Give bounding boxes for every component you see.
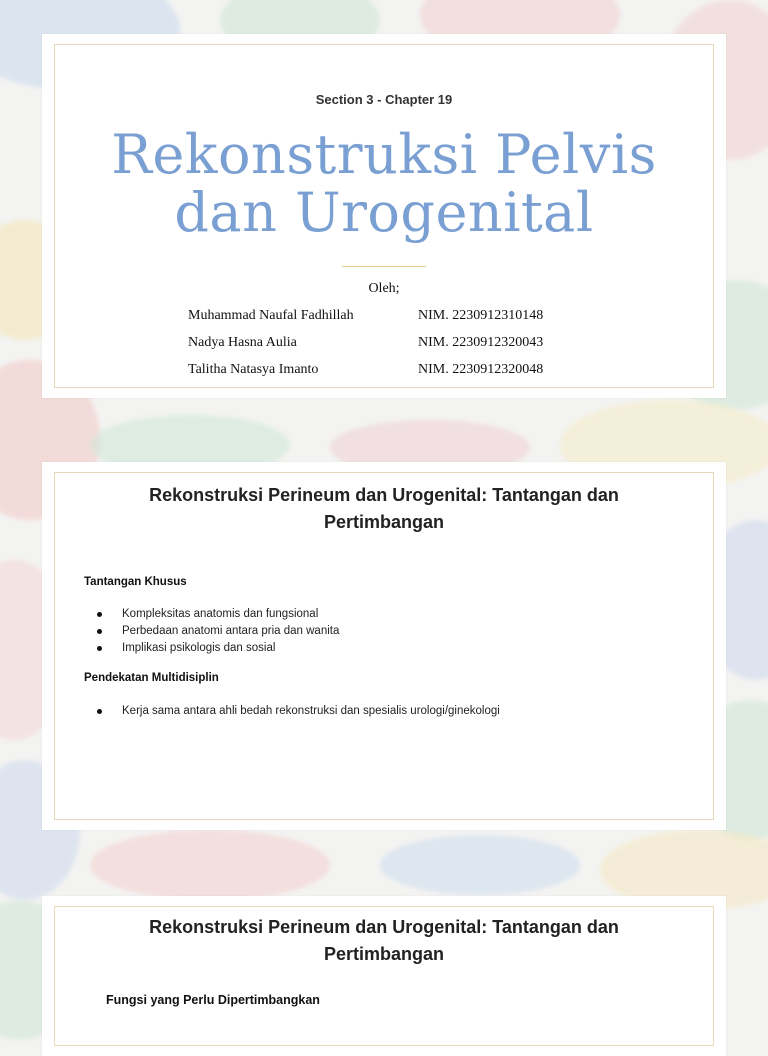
list-item: [94, 623, 339, 640]
slide-heading: [102, 482, 666, 536]
bullet-list: [94, 606, 339, 657]
list-item-text: Perbedaan anatomi antara pria dan wanita: [122, 625, 340, 637]
bullet-icon: [97, 646, 102, 651]
list-item: [94, 640, 339, 657]
author-nim: NIM. 2230912320043: [418, 335, 544, 350]
list-item-text: Kerja sama antara ahli bedah rekonstruksi dan spesialis urologi/ginekologi: [122, 705, 500, 717]
content-slide: [42, 896, 726, 1056]
author-name: Muhammad Naufal Fadhillah: [188, 308, 354, 323]
author-name: Nadya Hasna Aulia: [188, 335, 297, 350]
heading-line-2: Pertimbangan: [323, 512, 445, 532]
author-nim: NIM. 2230912320048: [418, 362, 544, 377]
author-row: [188, 308, 618, 328]
list-item-text: Implikasi psikologis dan sosial: [122, 642, 276, 654]
title-line-1: Rekonstruksi Pelvis: [111, 123, 657, 186]
section-label: Section 3 - Chapter 19: [315, 92, 453, 107]
bullet-list: [94, 703, 500, 720]
heading-line-1: Rekonstruksi Perineum dan Urogenital: Tantangan dan: [149, 485, 619, 505]
subheading-tantangan: Tantangan Khusus: [84, 576, 187, 588]
author-name: Talitha Natasya Imanto: [188, 362, 319, 377]
bullet-icon: [97, 629, 102, 634]
list-item-text: Kompleksitas anatomis dan fungsional: [122, 608, 319, 620]
subheading-fungsi: Fungsi yang Perlu Dipertimbangkan: [106, 993, 320, 1007]
author-row: [188, 362, 618, 382]
heading-line-2: Pertimbangan: [323, 944, 445, 964]
slide-title: [42, 123, 726, 244]
background-blob: [90, 830, 330, 900]
oleh-label: Oleh;: [368, 281, 400, 296]
title-line-2: dan Urogenital: [174, 181, 594, 244]
list-item: [94, 703, 500, 720]
bullet-icon: [97, 612, 102, 617]
list-item: [94, 606, 339, 623]
bullet-icon: [97, 709, 102, 714]
title-slide: [42, 34, 726, 398]
title-divider: [342, 266, 426, 267]
background-blob: [380, 835, 580, 895]
subheading-pendekatan: Pendekatan Multidisiplin: [84, 672, 219, 684]
heading-line-1: Rekonstruksi Perineum dan Urogenital: Tantangan dan: [149, 917, 619, 937]
author-nim: NIM. 2230912310148: [418, 308, 544, 323]
content-slide: [42, 462, 726, 830]
author-row: [188, 335, 618, 355]
slide-heading: [102, 914, 666, 968]
